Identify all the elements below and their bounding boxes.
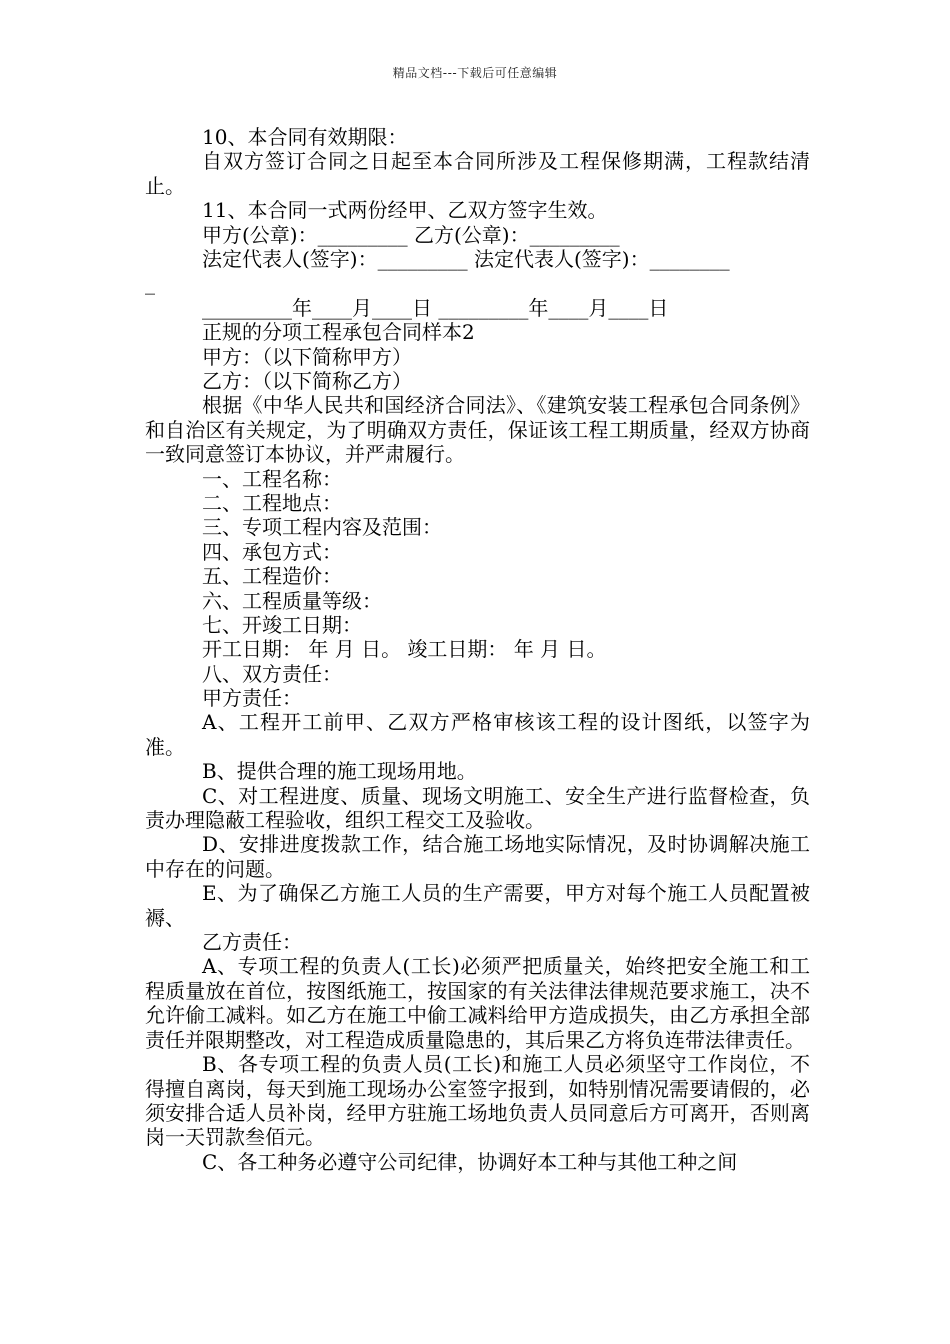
clause-11-text: 11、本合同一式两份经甲、乙双方签字生效。 bbox=[202, 198, 608, 223]
section-project-cost: 五、工程造价： bbox=[202, 564, 342, 589]
section-project-name: 一、工程名称： bbox=[202, 466, 342, 491]
party-b-line: 乙方：（以下简称乙方） bbox=[202, 368, 412, 393]
section-responsibilities: 八、双方责任： bbox=[202, 661, 342, 686]
page-header-watermark: 精品文档---下载后可任意编辑 bbox=[392, 66, 558, 80]
party-a-item-a: A、工程开工前甲、乙双方严格审核该工程的设计图纸，以签字为准。 bbox=[145, 710, 810, 759]
clause-10-title: 10、本合同有效期限： bbox=[202, 125, 408, 149]
start-end-dates: 开工日期： 年 月 日。 竣工日期： 年 月 日。 bbox=[202, 637, 607, 662]
signature-line: 法定代表人(签字)：_________ 法定代表人(签字)：________ bbox=[202, 246, 730, 271]
party-a-item-e: E、为了确保乙方施工人员的生产需要，甲方对每个施工人员配置被褥、 bbox=[145, 881, 810, 930]
party-a-item-b: B、提供合理的施工现场用地。 bbox=[202, 759, 477, 784]
signature-line-overflow: _ bbox=[145, 271, 155, 296]
party-a-responsibilities-heading: 甲方责任： bbox=[202, 686, 302, 711]
party-a-line: 甲方：（以下简称甲方） bbox=[202, 344, 412, 369]
party-a-item-d: D、安排进度拨款工作，结合施工场地实际情况，及时协调解决施工中存在的问题。 bbox=[145, 832, 810, 881]
party-b-item-a: A、专项工程的负责人(工长)必须严把质量关，始终把安全施工和工程质量放在首位，按图纸施工，按国家的有关法律法律规范要求施工，决不允许偷工减料。如乙方在施工中偷工减料给甲方造成损失，由乙方承担全部责任并限期整改，对工程造成质量隐患的，其后果乙方将负连带法律责任。 bbox=[145, 954, 810, 1052]
sample-title: 正规的分项工程承包合同样本2 bbox=[202, 320, 475, 345]
section-project-scope: 三、专项工程内容及范围： bbox=[202, 515, 442, 540]
document-body bbox=[145, 125, 810, 1174]
party-a-item-c: C、对工程进度、质量、现场文明施工、安全生产进行监督检查，负责办理隐蔽工程验收，组织工程交工及验收。 bbox=[145, 783, 810, 833]
section-contract-method: 四、承包方式： bbox=[202, 539, 342, 564]
section-dates: 七、开竣工日期： bbox=[202, 612, 362, 637]
clause-10-text: 自双方签订合同之日起至本合同所涉及工程保修期满，工程款结清止。 bbox=[145, 149, 810, 198]
party-b-responsibilities-heading: 乙方责任： bbox=[202, 930, 302, 955]
seal-line: 甲方(公章)：_________ 乙方(公章)：_________ bbox=[202, 222, 620, 247]
section-quality-grade: 六、工程质量等级： bbox=[202, 588, 382, 613]
section-project-location: 二、工程地点： bbox=[202, 490, 342, 515]
party-b-item-b: B、各专项工程的负责人员(工长)和施工人员必须坚守工作岗位，不得擅自离岗，每天到施工现场办公室签字报到，如特别情况需要请假的，必须安排合适人员补岗，经甲方驻施工场地负责人员同意后方可离开，否则离岗一天罚款叁佰元。 bbox=[145, 1052, 810, 1150]
preamble-paragraph: 根据《中华人民共和国经济合同法》、《建筑安装工程承包合同条例》和自治区有关规定，为了明确双方责任，保证该工程工期质量，经双方协商一致同意签订本协议，并严肃履行。 bbox=[145, 393, 810, 467]
date-line: _________年____月____日 _________年____月____日 bbox=[202, 295, 669, 320]
party-b-item-c: C、各工种务必遵守公司纪律，协调好本工种与其他工种之间 bbox=[202, 1149, 738, 1174]
